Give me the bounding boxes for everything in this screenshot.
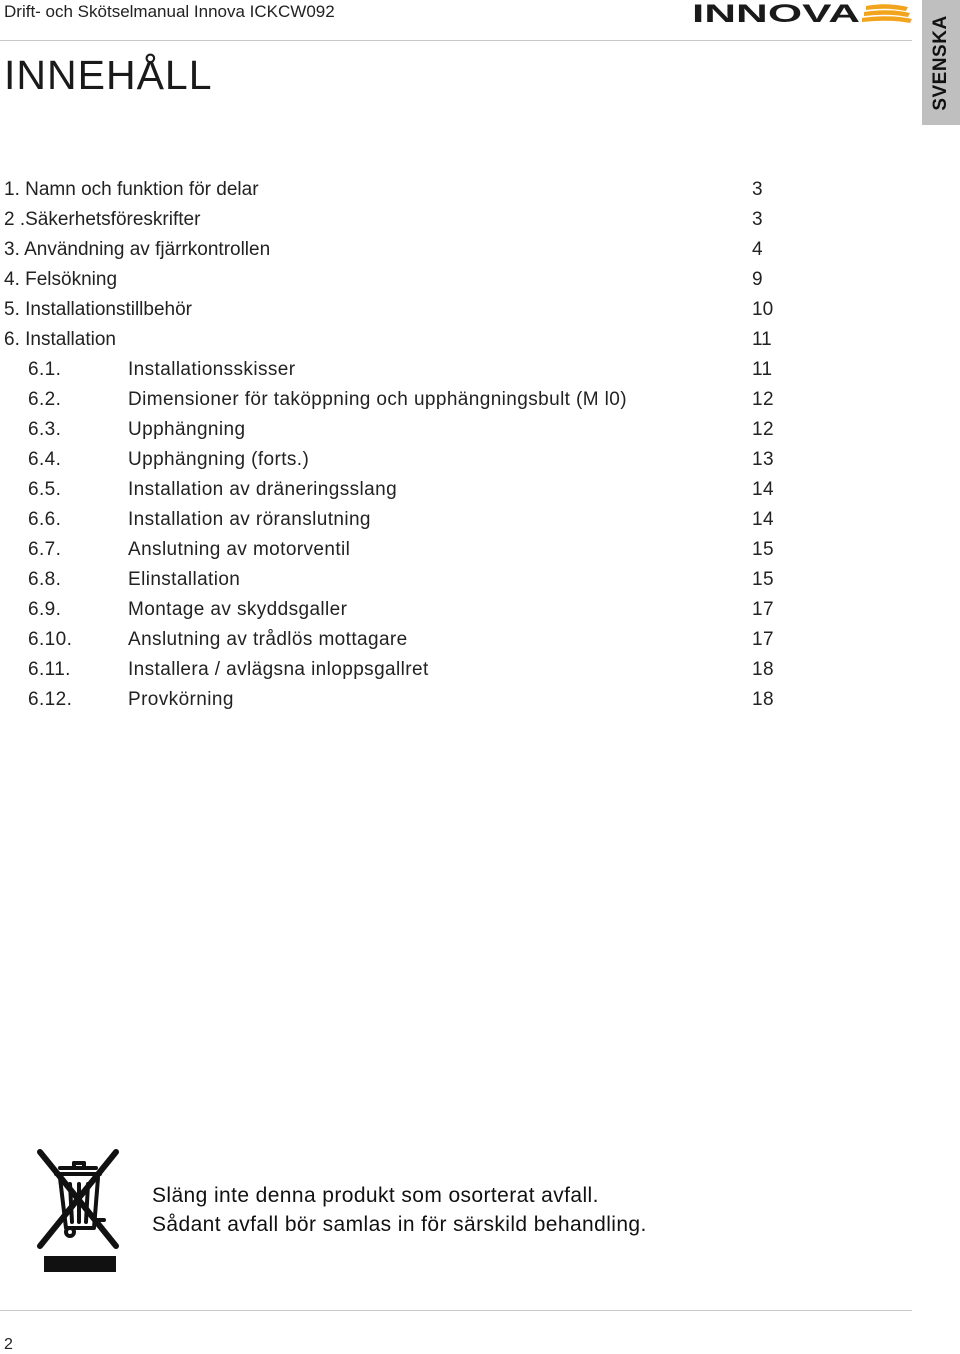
toc-entry-title: Upphängning <box>128 419 246 440</box>
toc-entry-page: 12 <box>752 389 774 410</box>
crossed-out-wheelie-bin-icon <box>36 1146 120 1274</box>
language-tab <box>922 0 960 125</box>
toc-entry-page: 3 <box>752 179 763 200</box>
toc-entry-number: 6.9. <box>28 599 62 620</box>
toc-entry <box>0 475 800 505</box>
document-header-title: Drift- och Skötselmanual Innova ICKCW092 <box>4 2 335 21</box>
toc-entry <box>0 355 800 385</box>
toc-entry <box>0 325 800 355</box>
svg-text:INNOVA: INNOVA <box>692 2 860 24</box>
toc-entry-page: 9 <box>752 269 763 290</box>
toc-entry-number: 6.4. <box>28 449 62 470</box>
toc-entry-title: Elinstallation <box>128 569 241 590</box>
header-divider <box>0 40 912 41</box>
toc-entry-page: 3 <box>752 209 763 230</box>
toc-entry <box>0 385 800 415</box>
toc-entry-page: 12 <box>752 419 774 440</box>
toc-entry-page: 15 <box>752 539 774 560</box>
toc-entry-number: 6.1. <box>28 359 62 380</box>
toc-entry-title: 5. Installationstillbehör <box>4 299 192 320</box>
toc-entry-page: 11 <box>752 329 772 350</box>
toc-entry-title: Installation av dräneringsslang <box>128 479 398 500</box>
footer-divider <box>0 1310 912 1311</box>
toc-entry <box>0 265 800 295</box>
toc-entry-title: Anslutning av trådlös mottagare <box>128 629 408 650</box>
disposal-notice-line-2: Sådant avfall bör samlas in för särskild behandling. <box>152 1213 647 1236</box>
toc-entry-title: 3. Användning av fjärrkontrollen <box>4 239 271 260</box>
toc-entry-number: 6.12. <box>28 689 73 710</box>
toc-entry-number: 6.8. <box>28 569 62 590</box>
toc-entry-title: 1. Namn och funktion för delar <box>4 179 259 200</box>
toc-entry-title: Installationsskisser <box>128 359 296 380</box>
table-of-contents <box>0 175 800 715</box>
toc-entry <box>0 415 800 445</box>
toc-entry <box>0 235 800 265</box>
toc-entry-title: 6. Installation <box>4 329 116 350</box>
innova-logo <box>692 2 914 24</box>
toc-entry-title: 2 .Säkerhetsföreskrifter <box>4 209 201 230</box>
toc-entry-page: 18 <box>752 689 774 710</box>
toc-entry-page: 15 <box>752 569 774 590</box>
page-number: 2 <box>4 1336 13 1353</box>
toc-entry-number: 6.6. <box>28 509 62 530</box>
toc-entry <box>0 685 800 715</box>
language-tab-label: SVENSKA <box>930 14 951 111</box>
toc-entry-title: Montage av skyddsgaller <box>128 599 348 620</box>
toc-entry-number: 6.2. <box>28 389 62 410</box>
toc-entry <box>0 205 800 235</box>
toc-entry-page: 17 <box>752 629 774 650</box>
toc-entry-page: 14 <box>752 509 774 530</box>
toc-entry-title: Dimensioner för taköppning och upphängningsbult (M l0) <box>128 389 627 410</box>
page-title: INNEHÅLL <box>4 52 213 98</box>
toc-entry <box>0 565 800 595</box>
toc-entry-title: Anslutning av motorventil <box>128 539 351 560</box>
toc-entry-number: 6.7. <box>28 539 62 560</box>
toc-entry-page: 14 <box>752 479 774 500</box>
toc-entry-number: 6.10. <box>28 629 73 650</box>
toc-entry-title: 4. Felsökning <box>4 269 118 290</box>
toc-entry-page: 4 <box>752 239 763 260</box>
toc-entry <box>0 595 800 625</box>
toc-entry-page: 11 <box>752 359 773 380</box>
toc-entry <box>0 535 800 565</box>
toc-entry <box>0 445 800 475</box>
toc-entry <box>0 655 800 685</box>
toc-entry-page: 13 <box>752 449 774 470</box>
toc-entry <box>0 505 800 535</box>
toc-entry-number: 6.11. <box>28 659 71 680</box>
toc-entry-page: 10 <box>752 299 774 320</box>
disposal-notice <box>152 1181 647 1239</box>
toc-entry-page: 18 <box>752 659 774 680</box>
toc-entry <box>0 625 800 655</box>
toc-entry-title: Upphängning (forts.) <box>128 449 310 470</box>
toc-entry-title: Installera / avlägsna inloppsgallret <box>128 659 429 680</box>
toc-entry-number: 6.3. <box>28 419 62 440</box>
toc-entry-number: 6.5. <box>28 479 62 500</box>
toc-entry-title: Provkörning <box>128 689 234 710</box>
toc-entry <box>0 175 800 205</box>
toc-entry-page: 17 <box>752 599 774 620</box>
toc-entry-title: Installation av röranslutning <box>128 509 371 530</box>
toc-entry <box>0 295 800 325</box>
disposal-notice-line-1: Släng inte denna produkt som osorterat avfall. <box>152 1184 599 1207</box>
